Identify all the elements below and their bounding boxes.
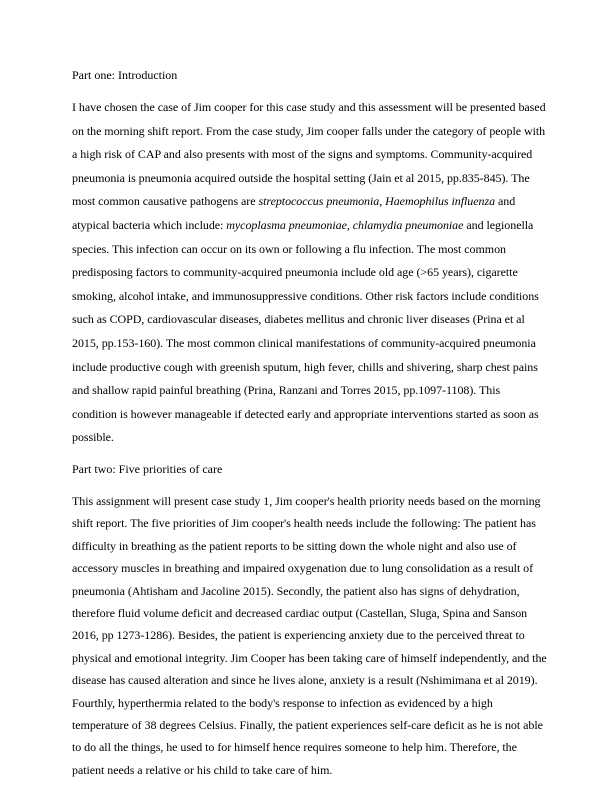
intro-text-4: and legionella species. This infection can occur on its own or following a flu infection. The most common predisposing factors to community-acquired pneumonia include old age (>65 years), cigarette smoking, alcohol intake, and immunosuppressive conditions. Other risk factors include conditions such as COPD, cardiovascular diseases, diabetes mellitus and chronic liver diseases (Prina et al 2015, pp.153-160). The most common clinical manifestations of community-acquired pneumonia include productive cough with greenish sputum, high fever, chills and shivering, sharp chest pains and shallow rapid painful breathing (Prina, Ranzani and Torres 2015, pp.1097-1108). This condition is however manageable if detected early and appropriate interventions started as soon as possible. <box>72 217 539 445</box>
intro-italic-pathogen-3: mycoplasma pneumoniae, chlamydia pneumoniae <box>226 217 464 232</box>
document-page <box>72 66 547 791</box>
section-heading-priorities: Part two: Five priorities of care <box>72 461 223 476</box>
intro-text-1: I have chosen the case of Jim cooper for this case study and this assessment will be presented based on the morning shift report. From the case study, Jim cooper falls under the category of people with a high risk of CAP and also presents with most of the signs and symptoms. Community-acquired pneumonia is pneumonia acquired outside the hospital setting (Jain et al 2015, pp.835-845). The most common causative pathogens are <box>72 100 546 209</box>
intro-text-3: and atypical bacteria which include: <box>72 194 516 232</box>
intro-italic-pathogen-2: Haemophilus influenza <box>385 194 496 209</box>
introduction-paragraph-text <box>72 96 547 450</box>
introduction-paragraph <box>72 96 547 450</box>
intro-italic-pathogen-1: streptococcus pneumonia <box>258 194 380 209</box>
priorities-paragraph <box>72 490 547 781</box>
section-heading-introduction: Part one: Introduction <box>72 68 178 82</box>
intro-text-2: , <box>379 194 386 209</box>
priorities-paragraph-text: This assignment will present case study 1, Jim cooper's health priority needs based on the morning shift report. The five priorities of Jim cooper's health needs include the following: The patient has difficulty in breathing as the patient reports to be sitting down the whole night and also use of accessory muscles in breathing and impaired oxygenation due to lung consolidation as a result of pneumonia (Ahtisham and Jacoline 2015). Secondly, the patient also has signs of dehydration, therefore fluid volume deficit and decreased cardiac output (Castellan, Sluga, Spina and Sanson 2016, pp 1273-1286). Besides, the patient is experiencing anxiety due to the perceived threat to physical and emotional integrity. Jim Cooper has been taking care of himself independently, and the disease has caused alteration and since he lives alone, anxiety is a result (Nshimimana et al 2019). Fourthly, hyperthermia related to the body's response to infection as evidenced by a high temperature of 38 degrees Celsius. Finally, the patient experiences self-care deficit as he is not able to do all the things, he used to for himself hence requires someone to help him. Therefore, the patient needs a relative or his child to take care of him. <box>72 493 547 777</box>
